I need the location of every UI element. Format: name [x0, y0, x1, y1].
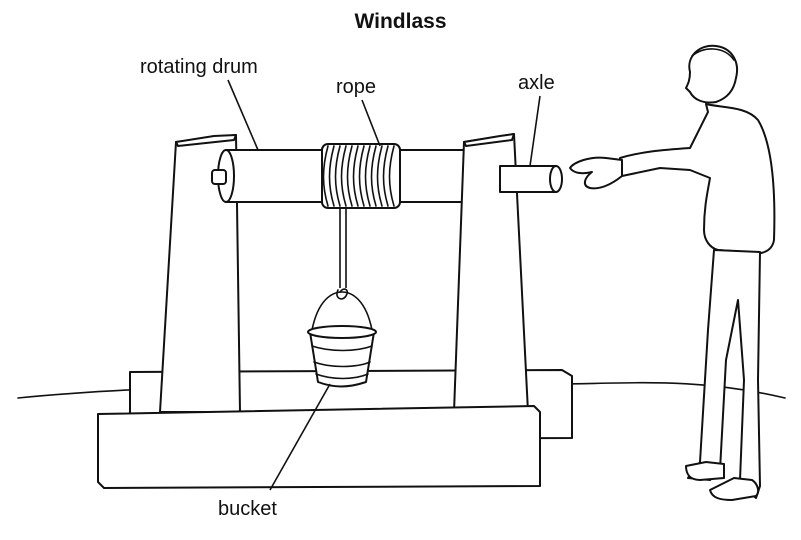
label-bucket: bucket	[218, 498, 277, 520]
front-base-beam	[98, 406, 540, 488]
leader-axle	[530, 96, 540, 166]
label-axle: axle	[518, 72, 555, 94]
bucket-shape	[308, 326, 376, 387]
label-rotating-drum: rotating drum	[140, 56, 258, 78]
rope-coils	[322, 144, 400, 208]
hanging-rope	[340, 205, 346, 288]
label-rope: rope	[336, 76, 377, 98]
axle-shape	[500, 166, 562, 192]
man-figure	[570, 46, 774, 500]
leader-rope	[362, 100, 380, 146]
bucket-handle	[312, 292, 372, 330]
diagram-title: Windlass	[354, 10, 447, 33]
